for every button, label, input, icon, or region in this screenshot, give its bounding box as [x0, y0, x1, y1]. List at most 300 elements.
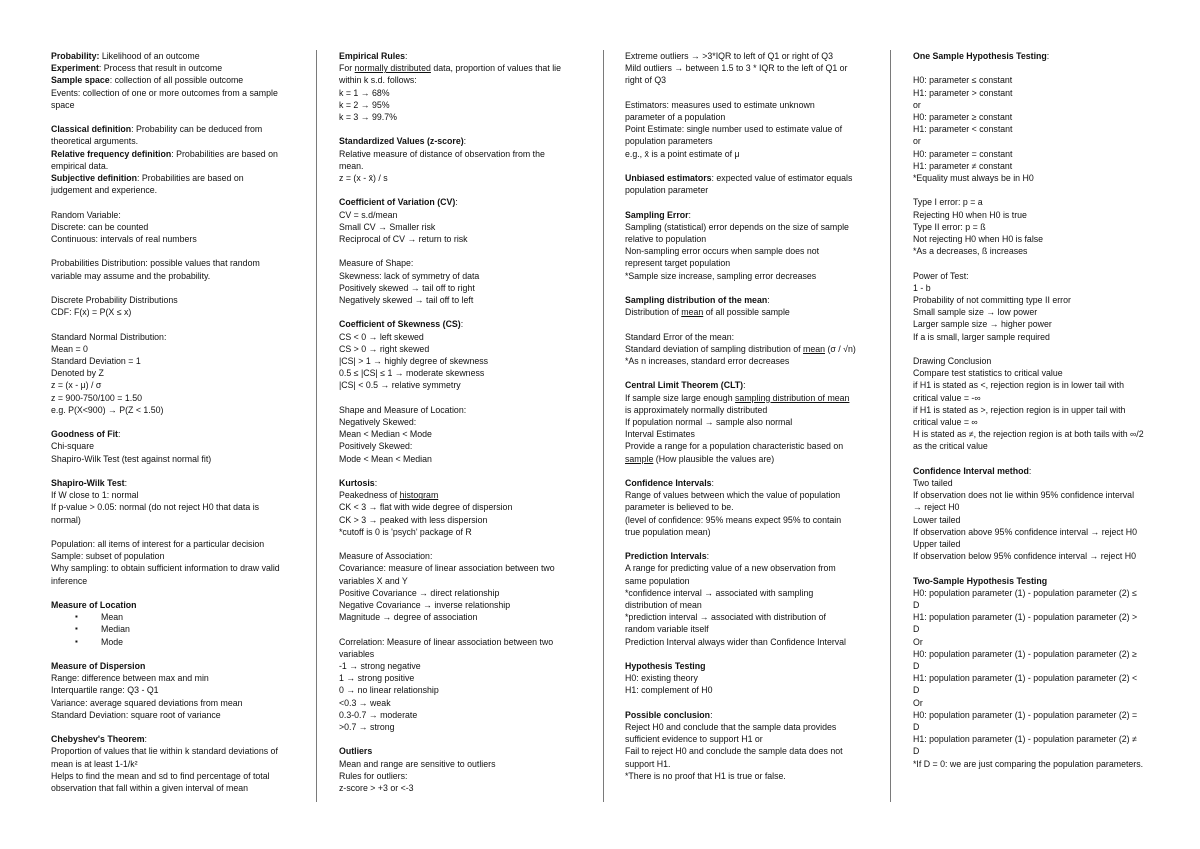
line-text: *Equality must always be in H0	[913, 173, 1034, 184]
line-text: (σ / √n)	[825, 343, 856, 354]
note-line	[51, 123, 283, 147]
line-text: Negative Covariance → inverse relationship	[339, 600, 511, 611]
note-line	[913, 160, 1145, 172]
note-line	[339, 416, 571, 428]
note-line	[625, 660, 857, 672]
line-text: Positive Covariance → direct relationship	[339, 587, 500, 598]
line-text: Type I error: p = a	[913, 197, 983, 208]
note-line	[625, 50, 857, 62]
note-line	[51, 440, 283, 452]
note-line	[913, 148, 1145, 160]
note-section	[51, 209, 283, 246]
note-line	[51, 306, 283, 318]
note-section	[51, 660, 283, 721]
line-text: H1: population parameter (1) - population parameter (2) ≠ D	[913, 734, 1137, 757]
note-section	[51, 50, 283, 111]
note-line	[339, 135, 571, 147]
line-text: :	[706, 551, 710, 562]
column-divider	[890, 50, 891, 802]
line-text: Continuous: intervals of real numbers	[51, 234, 197, 245]
line-text: *cutoff is 0 is 'psych' package of R	[339, 526, 472, 537]
note-line	[51, 87, 283, 111]
line-text: Shape and Measure of Location:	[339, 404, 467, 415]
note-line	[51, 221, 283, 233]
note-line	[625, 343, 857, 355]
term-label: Coefficient of Variation (CV)	[339, 197, 456, 208]
note-line	[913, 477, 1145, 489]
line-text: :	[117, 429, 121, 440]
note-line	[51, 74, 283, 86]
note-line	[913, 514, 1145, 526]
note-section	[339, 257, 571, 306]
note-line	[625, 379, 857, 391]
line-text: Covariance: measure of linear association between two variables X and Y	[339, 563, 555, 586]
note-line	[51, 538, 283, 550]
note-line	[913, 306, 1145, 318]
note-line	[913, 111, 1145, 123]
bullet-item: ▪ Median	[75, 623, 283, 635]
note-line	[625, 209, 857, 221]
note-line	[51, 562, 283, 586]
line-text: : Probability can be deduced from theoretical arguments.	[51, 124, 263, 147]
line-text: CK > 3 → peaked with less dispersion	[339, 514, 488, 525]
note-line	[51, 404, 283, 416]
note-line	[625, 440, 857, 464]
note-line	[913, 538, 1145, 550]
term-label: Experiment	[51, 63, 99, 74]
note-line	[339, 428, 571, 440]
note-section	[51, 733, 283, 794]
note-line	[339, 599, 571, 611]
note-line	[913, 270, 1145, 282]
note-line	[51, 697, 283, 709]
line-text: Denoted by Z	[51, 368, 104, 379]
line-text: Power of Test:	[913, 270, 969, 281]
note-section	[339, 477, 571, 538]
note-line	[625, 745, 857, 769]
note-line	[339, 294, 571, 306]
line-text: If population normal → sample also normal	[625, 417, 793, 427]
column-divider	[603, 50, 604, 802]
note-line	[51, 148, 283, 172]
note-line	[51, 501, 283, 525]
line-text: Two tailed	[913, 478, 953, 489]
line-text: : Process that result in outcome	[98, 63, 223, 74]
note-line	[339, 318, 571, 330]
line-text: Estimators: measures used to estimate unknown parameter of a population	[625, 99, 815, 122]
note-section	[51, 294, 283, 318]
line-text: H1: complement of H0	[625, 685, 713, 696]
underlined-term: sampling distribution of mean	[735, 392, 850, 403]
note-line	[913, 50, 1145, 62]
note-line	[339, 331, 571, 343]
term-label: Two-Sample Hypothesis Testing	[913, 575, 1048, 586]
line-text: |CS| < 0.5 → relative symmetry	[339, 380, 461, 391]
line-text: Standard Normal Distribution:	[51, 331, 167, 342]
note-line	[625, 770, 857, 782]
note-line	[51, 660, 283, 672]
note-line	[339, 440, 571, 452]
line-text: Mode < Mean < Median	[339, 453, 432, 464]
line-text: H0: parameter ≤ constant	[913, 75, 1013, 86]
line-text: Provide a range for a population characteristic based on	[625, 441, 844, 452]
note-line	[51, 428, 283, 440]
bullet-list	[51, 611, 283, 648]
term-label: Classical definition	[51, 124, 132, 135]
line-text: or	[913, 99, 921, 110]
line-text: Standard Deviation: square root of variance	[51, 709, 221, 720]
line-text: Relative measure of distance of observation from the mean.	[339, 148, 545, 171]
note-line	[339, 636, 571, 660]
note-section	[51, 538, 283, 587]
note-line	[339, 209, 571, 221]
line-text: H0: population parameter (1) - population parameter (2) ≤ D	[913, 587, 1137, 611]
line-text: :	[463, 136, 467, 147]
note-line	[51, 50, 283, 62]
note-section	[913, 465, 1145, 563]
note-line	[625, 62, 857, 86]
note-line	[339, 355, 571, 367]
note-section	[339, 318, 571, 391]
term-label: Kurtosis	[339, 478, 375, 489]
note-line	[339, 367, 571, 379]
note-line	[51, 392, 283, 404]
note-line	[51, 343, 283, 355]
term-label: One Sample Hypothesis Testing	[913, 51, 1047, 61]
note-line	[339, 196, 571, 208]
line-text: Mild outliers → between 1.5 to 3 * IQR to the left of Q1 or right of Q3	[625, 63, 848, 86]
underlined-term: normally distributed	[354, 63, 431, 74]
line-text: 1 → strong positive	[339, 673, 415, 684]
note-line	[625, 416, 857, 428]
note-line	[51, 489, 283, 501]
line-text: *If D = 0: we are just comparing the population parameters.	[913, 758, 1144, 769]
note-line	[913, 209, 1145, 221]
note-line	[625, 550, 857, 562]
line-text: Sampling (statistical) error depends on the size of sample relative to population	[625, 221, 849, 244]
line-text: Probabilities Distribution: possible values that random variable may assume and the probability.	[51, 258, 260, 281]
line-text: Interval Estimates	[625, 429, 695, 440]
line-text: A range for predicting value of a new observation from same population	[625, 563, 836, 586]
line-text: Upper tailed	[913, 539, 961, 550]
line-text: Mean and range are sensitive to outliers	[339, 758, 496, 769]
line-text: Extreme outliers → >3*IQR to left of Q1 or right of Q3	[625, 51, 834, 61]
line-text: Type II error: p = ß	[913, 221, 986, 232]
line-text: Magnitude → degree of association	[339, 612, 478, 623]
note-line	[913, 404, 1145, 428]
note-line	[625, 611, 857, 635]
note-line	[913, 758, 1145, 770]
line-text: (How plausible the values are)	[653, 453, 775, 464]
line-text: H1: parameter ≠ constant	[913, 160, 1013, 171]
note-line	[913, 318, 1145, 330]
line-text: :	[1028, 465, 1032, 476]
line-text: k = 2 → 95%	[339, 99, 390, 110]
note-section	[339, 550, 571, 623]
term-label: Coefficient of Skewness (CS)	[339, 319, 461, 330]
line-text: 0.3-0.7 → moderate	[339, 709, 418, 720]
line-text: : collection of all possible outcome	[109, 75, 244, 86]
line-text: :	[743, 380, 746, 391]
note-line	[339, 489, 571, 501]
note-line	[625, 221, 857, 245]
note-line	[339, 782, 571, 794]
note-line	[51, 550, 283, 562]
line-text: CDF: F(x) = P(X ≤ x)	[51, 307, 132, 318]
line-text: if H1 is stated as >, rejection region is in upper tail with critical value = ∞	[913, 404, 1126, 428]
note-line	[339, 221, 571, 233]
note-line	[625, 306, 857, 318]
note-line	[51, 172, 283, 196]
line-text: H0: population parameter (1) - population parameter (2) ≥ D	[913, 648, 1137, 672]
line-text: (level of confidence: 95% means expect 95% to contain true population mean)	[625, 514, 842, 537]
note-line	[625, 709, 857, 721]
line-text: Correlation: Measure of linear association between two variables	[339, 636, 554, 659]
line-text: e.g., x̄ is a point estimate of μ	[625, 148, 740, 159]
note-line	[913, 221, 1145, 233]
note-line	[913, 74, 1145, 86]
note-line	[625, 587, 857, 611]
note-section	[625, 660, 857, 697]
note-line	[339, 709, 571, 721]
note-line	[51, 672, 283, 684]
line-text: H0: population parameter (1) - population parameter (2) = D	[913, 709, 1138, 733]
line-text: Peakedness of	[339, 490, 400, 501]
note-line	[913, 245, 1145, 257]
note-line	[913, 697, 1145, 709]
line-text: Discrete: can be counted	[51, 221, 149, 232]
note-line	[51, 331, 283, 343]
note-line	[339, 172, 571, 184]
note-section	[625, 99, 857, 160]
line-text: Random Variable:	[51, 209, 121, 220]
term-label: Probability:	[51, 51, 100, 61]
note-section	[913, 355, 1145, 453]
note-line	[913, 465, 1145, 477]
notes-column-1	[51, 50, 283, 806]
note-line	[625, 172, 857, 196]
note-line	[913, 379, 1145, 403]
line-text: Small CV → Smaller risk	[339, 221, 436, 232]
line-text: z = (x - μ) / σ	[51, 380, 102, 391]
line-text: CS < 0 → left skewed	[339, 331, 424, 342]
note-line	[913, 135, 1145, 147]
line-text: Distribution of	[625, 307, 682, 318]
line-text: For	[339, 63, 355, 74]
line-text: Events: collection of one or more outcomes from a sample space	[51, 87, 278, 110]
line-text: Negatively skewed → tail off to left	[339, 295, 474, 306]
note-line	[913, 196, 1145, 208]
line-text: 0.5 ≤ |CS| ≤ 1 → moderate skewness	[339, 368, 485, 379]
line-text: Discrete Probability Distributions	[51, 295, 178, 305]
notes-column-4	[913, 50, 1145, 782]
note-line	[625, 245, 857, 269]
note-line	[913, 355, 1145, 367]
term-label: Relative frequency definition	[51, 148, 172, 159]
note-line	[339, 672, 571, 684]
note-line	[913, 550, 1145, 562]
note-line	[51, 355, 283, 367]
note-line	[339, 343, 571, 355]
term-label: Possible conclusion	[625, 709, 711, 720]
note-line	[339, 404, 571, 416]
note-line	[913, 331, 1145, 343]
note-line	[339, 257, 571, 269]
line-text: Rejecting H0 when H0 is true	[913, 209, 1027, 220]
term-label: Measure of Location	[51, 600, 137, 610]
note-line	[913, 611, 1145, 635]
note-line	[339, 87, 571, 99]
note-line	[51, 367, 283, 379]
line-text: Small sample size → low power	[913, 307, 1038, 318]
line-text: z = (x - x̄) / s	[339, 173, 388, 184]
line-text: |CS| > 1 → highly degree of skewness	[339, 356, 489, 367]
note-line	[339, 514, 571, 526]
line-text: Range of values between which the value of population parameter is believed to be.	[625, 490, 841, 513]
line-text: If W close to 1: normal	[51, 490, 139, 501]
note-line	[625, 392, 857, 416]
note-line	[339, 587, 571, 599]
note-section	[625, 294, 857, 318]
line-text: H1: population parameter (1) - population parameter (2) < D	[913, 673, 1138, 696]
term-label: Confidence Interval method	[913, 465, 1029, 476]
line-text: Positively Skewed:	[339, 441, 413, 452]
line-text: Lower tailed	[913, 514, 961, 525]
line-text: Prediction Interval always wider than Confidence Interval	[625, 636, 847, 647]
line-text: is approximately normally distributed	[625, 404, 768, 415]
note-line	[339, 282, 571, 294]
line-text: Mean < Median < Mode	[339, 429, 432, 440]
line-text: Fail to reject H0 and conclude the sample data does not support H1.	[625, 746, 843, 769]
term-label: Subjective definition	[51, 173, 138, 184]
note-line	[625, 428, 857, 440]
note-line	[625, 477, 857, 489]
line-text: *confidence interval → associated with sampling distribution of mean	[625, 587, 814, 611]
line-text: :	[124, 478, 128, 488]
line-text: Reciprocal of CV → return to risk	[339, 234, 468, 245]
line-text: Sample: subset of population	[51, 551, 165, 562]
note-line	[913, 575, 1145, 587]
note-line	[51, 733, 283, 745]
line-text: Standard Error of the mean:	[625, 331, 735, 342]
line-text: Shapiro-Wilk Test (test against normal fit)	[51, 453, 212, 464]
note-line	[339, 758, 571, 770]
line-text: Population: all items of interest for a particular decision	[51, 539, 265, 549]
note-line	[913, 367, 1145, 379]
note-line	[51, 770, 283, 794]
note-line	[51, 684, 283, 696]
line-text: Probability of not committing type II error	[913, 295, 1071, 306]
line-text: :	[710, 709, 713, 720]
line-text: Larger sample size → higher power	[913, 319, 1052, 330]
note-line	[913, 636, 1145, 648]
note-line	[339, 697, 571, 709]
note-line	[339, 501, 571, 513]
note-line	[51, 294, 283, 306]
term-label: Goodness of Fit	[51, 429, 118, 440]
line-text: H is stated as ≠, the rejection region is at both tails with ∞/2 as the critical value	[913, 429, 1144, 452]
note-section	[913, 50, 1145, 62]
line-text: Standard deviation of sampling distribution of	[625, 343, 803, 354]
term-label: Central Limit Theorem (CLT)	[625, 380, 744, 391]
note-line	[625, 684, 857, 696]
note-line	[51, 599, 283, 611]
note-line	[913, 123, 1145, 135]
term-label: Standardized Values (z-score)	[339, 136, 464, 147]
note-section	[339, 636, 571, 734]
note-section	[913, 270, 1145, 343]
note-section	[625, 379, 857, 464]
line-text: z-score > +3 or <-3	[339, 783, 414, 794]
note-line	[625, 672, 857, 684]
bullet-item: ▪ Mean	[75, 611, 283, 623]
note-line	[913, 526, 1145, 538]
term-label: Measure of Dispersion	[51, 661, 146, 671]
note-line	[339, 233, 571, 245]
note-section	[339, 135, 571, 184]
note-line	[339, 148, 571, 172]
term-label: Sample space	[51, 75, 110, 86]
note-line	[339, 62, 571, 86]
line-text: Mean = 0	[51, 343, 88, 354]
line-text: Rules for outliers:	[339, 770, 408, 781]
term-label: Chebyshev's Theorem	[51, 734, 145, 745]
term-label: Shapiro-Wilk Test	[51, 478, 125, 488]
line-text: Skewness: lack of symmetry of data	[339, 270, 480, 281]
line-text: Negatively Skewed:	[339, 417, 417, 428]
line-text: : Probabilities are based on judgement and experience.	[51, 173, 244, 196]
note-line	[625, 148, 857, 160]
term-label: Outliers	[339, 746, 373, 757]
line-text: If observation above 95% confidence interval → reject H0	[913, 526, 1137, 537]
line-text: Variance: average squared deviations from mean	[51, 697, 243, 708]
line-text: Range: difference between max and min	[51, 673, 209, 684]
note-line	[625, 514, 857, 538]
note-section	[339, 50, 571, 123]
line-text: If a is small, larger sample required	[913, 331, 1050, 342]
term-label: Empirical Rules	[339, 51, 406, 61]
line-text: k = 3 → 99.7%	[339, 112, 397, 123]
note-line	[913, 709, 1145, 733]
note-section	[339, 196, 571, 245]
note-line	[625, 489, 857, 513]
line-text: Why sampling: to obtain sufficient information to draw valid inference	[51, 563, 280, 586]
note-line	[913, 733, 1145, 757]
note-line	[625, 331, 857, 343]
note-section	[625, 550, 857, 648]
note-line	[913, 648, 1145, 672]
note-line	[625, 355, 857, 367]
note-section	[51, 331, 283, 416]
note-line	[913, 233, 1145, 245]
underlined-term: histogram	[399, 490, 439, 501]
note-line	[339, 611, 571, 623]
line-text: :	[460, 319, 464, 330]
line-text: :	[374, 478, 378, 489]
note-section	[51, 428, 283, 465]
line-text: z = 900-750/100 = 1.50	[51, 392, 142, 403]
line-text: data, proportion of values that lie within k s.d. follows:	[339, 63, 562, 86]
note-line	[339, 550, 571, 562]
note-line	[913, 428, 1145, 452]
column-divider	[316, 50, 317, 802]
notes-column-3	[625, 50, 857, 794]
note-line	[339, 526, 571, 538]
note-line	[913, 172, 1145, 184]
note-line	[913, 294, 1145, 306]
line-text: :	[144, 734, 147, 745]
line-text: -1 → strong negative	[339, 661, 421, 672]
